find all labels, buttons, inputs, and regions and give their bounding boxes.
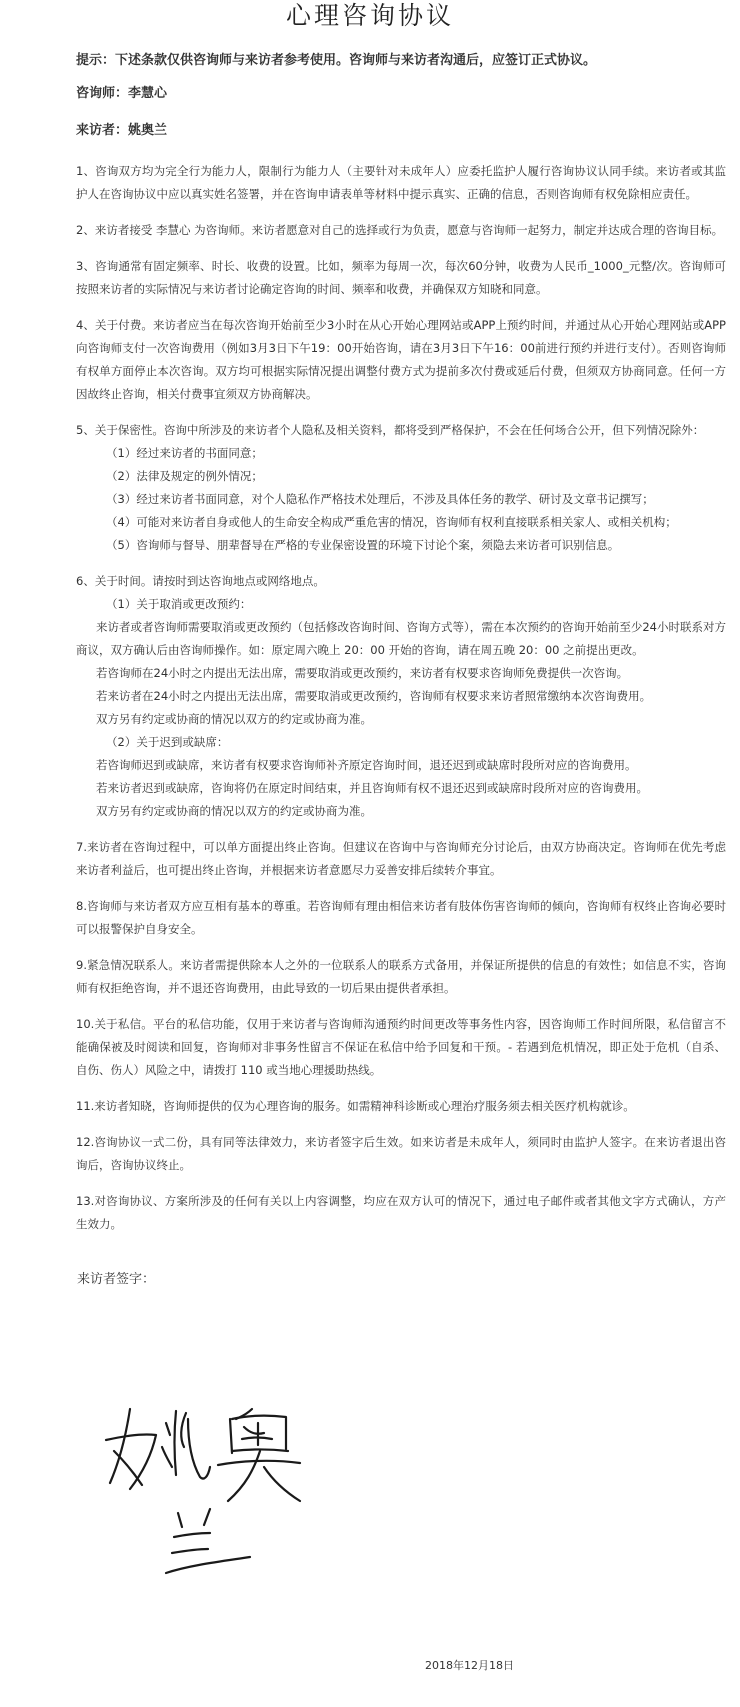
clause-6-intro: 6、关于时间。请按时到达咨询地点或网络地点。: [76, 574, 325, 588]
clause-5-item: （5）咨询师与督导、朋辈督导在严格的专业保密设置的环境下讨论个案，须隐去来访者可识别信息。: [106, 538, 620, 552]
clause-6: [76, 570, 726, 823]
clause-6-sub-heading: （2）关于迟到或缺席：: [106, 735, 229, 749]
clause-6-paragraph: 若咨询师迟到或缺席，来访者有权要求咨询师补齐原定咨询时间，退还迟到或缺席时段所对应的咨询费用。: [96, 758, 637, 772]
clause-5-item: （3）经过来访者书面同意，对个人隐私作严格技术处理后，不涉及具体任务的教学、研讨及文章书记撰写；: [106, 492, 654, 506]
clause-12: 12.咨询协议一式二份，具有同等法律效力，来访者签字后生效。如来访者是未成年人，须同时由监护人签字。在来访者退出咨询后，咨询协议终止。: [76, 1135, 726, 1172]
notice-text: 提示：下述条款仅供咨询师与来访者参考使用。咨询师与来访者沟通后，应签订正式协议。: [76, 53, 597, 68]
clause-5-intro: 5、关于保密性。咨询中所涉及的来访者个人隐私及相关资料，都将受到严格保护，不会在任何场合公开，但下列情况除外：: [76, 423, 705, 437]
clause-6-paragraph: 来访者或者咨询师需要取消或更改预约（包括修改咨询时间、咨询方式等），需在本次预约的咨询开始前至少24小时联系对方商议，双方确认后由咨询师操作。如：原定周六晚上 20：00 开始的咨询，请在周五晚 20：00 之前提出更改。: [76, 620, 726, 657]
clause-6-paragraph: 若咨询师在24小时之内提出无法出席，需要取消或更改预约，来访者有权要求咨询师免费提供一次咨询。: [96, 666, 629, 680]
clause-5: [76, 419, 726, 557]
clause-3: 3、咨询通常有固定频率、时长、收费的设置。比如，频率为每周一次，每次60分钟，收费为人民币_1000_元整/次。咨询师可按照来访者的实际情况与来访者讨论确定咨询的时间、频率和收费，并确保双方知晓和同意。: [76, 259, 726, 296]
clause-2: 2、来访者接受 李慧心 为咨询师。来访者愿意对自己的选择或行为负责，愿意与咨询师一起努力，制定并达成合理的咨询目标。: [76, 223, 724, 237]
client-name: 来访者：姚奥兰: [76, 123, 168, 138]
signature-label: 来访者签字：: [77, 1272, 156, 1287]
clause-5-item: （4）可能对来访者自身或他人的生命安全构成严重危害的情况，咨询师有权利直接联系相关家人、或相关机构；: [106, 515, 677, 529]
signing-date: 2018年12月18日: [425, 1659, 514, 1672]
clause-6-paragraph: 双方另有约定或协商的情况以双方的约定或协商为准。: [96, 712, 372, 726]
clause-6-paragraph: 若来访者迟到或缺席，咨询将仍在原定时间结束，并且咨询师有权不退还迟到或缺席时段所对应的咨询费用。: [96, 781, 648, 795]
clause-13: 13.对咨询协议、方案所涉及的任何有关以上内容调整，均应在双方认可的情况下，通过电子邮件或者其他文字方式确认，方产生效力。: [76, 1194, 726, 1231]
clause-10: 10.关于私信。平台的私信功能，仅用于来访者与咨询师沟通预约时间更改等事务性内容，因咨询师工作时间所限，私信留言不能确保被及时阅读和回复，咨询师对非事务性留言不保证在私信中给予回复和干预。- 若遇到危机情况，即正处于危机（自杀、自伤、伤人）风险之中，请拨打 110 或当地心理援助热线。: [76, 1017, 726, 1077]
clause-5-item: （1）经过来访者的书面同意；: [106, 446, 263, 460]
clause-6-paragraph: 若来访者在24小时之内提出无法出席，需要取消或更改预约，咨询师有权要求来访者照常缴纳本次咨询费用。: [96, 689, 652, 703]
clause-7: 7.来访者在咨询过程中，可以单方面提出终止咨询。但建议在咨询中与咨询师充分讨论后，由双方协商决定。咨询师在优先考虑来访者利益后，也可提出终止咨询，并根据来访者意愿尽力妥善安排后续转介事宜。: [76, 840, 726, 877]
counselor-name: 咨询师：李慧心: [76, 86, 168, 101]
clause-6-sub-heading: （1）关于取消或更改预约：: [106, 597, 252, 611]
clause-1: 1、咨询双方均为完全行为能力人，限制行为能力人（主要针对未成年人）应委托监护人履行咨询协议认同手续。来访者或其监护人在咨询协议中应以真实姓名签署，并在咨询申请表单等材料中提示真实、正确的信息，否则咨询师有权免除相应责任。: [76, 164, 726, 201]
document-title: 心理咨询协议: [285, 1, 454, 30]
clause-8: 8.咨询师与来访者双方应互相有基本的尊重。若咨询师有理由相信来访者有肢体伤害咨询师的倾向，咨询师有权终止咨询必要时可以报警保护自身安全。: [76, 899, 726, 936]
clause-4: 4、关于付费。来访者应当在每次咨询开始前至少3小时在从心开始心理网站或APP上预约时间，并通过从心开始心理网站或APP向咨询师支付一次咨询费用（例如3月3日下午19：00开始咨询，请在3月3日下午16：00前进行预约并进行支付）。否则咨询师有权单方面停止本次咨询。双方均可根据实际情况提出调整付费方式为提前多次付费或延后付费，但须双方协商同意。任何一方因故终止咨询，相关付费事宜须双方协商解决。: [76, 318, 726, 401]
clause-6-paragraph: 双方另有约定或协商的情况以双方的约定或协商为准。: [96, 804, 372, 818]
handwritten-signature: [100, 1405, 340, 1590]
clause-11: 11.来访者知晓，咨询师提供的仅为心理咨询的服务。如需精神科诊断或心理治疗服务须去相关医疗机构就诊。: [76, 1099, 635, 1113]
clause-9: 9.紧急情况联系人。来访者需提供除本人之外的一位联系人的联系方式备用，并保证所提供的信息的有效性；如信息不实，咨询师有权拒绝咨询，并不退还咨询费用，由此导致的一切后果由提供者承担。: [76, 958, 726, 995]
clause-5-item: （2）法律及规定的例外情况；: [106, 469, 263, 483]
